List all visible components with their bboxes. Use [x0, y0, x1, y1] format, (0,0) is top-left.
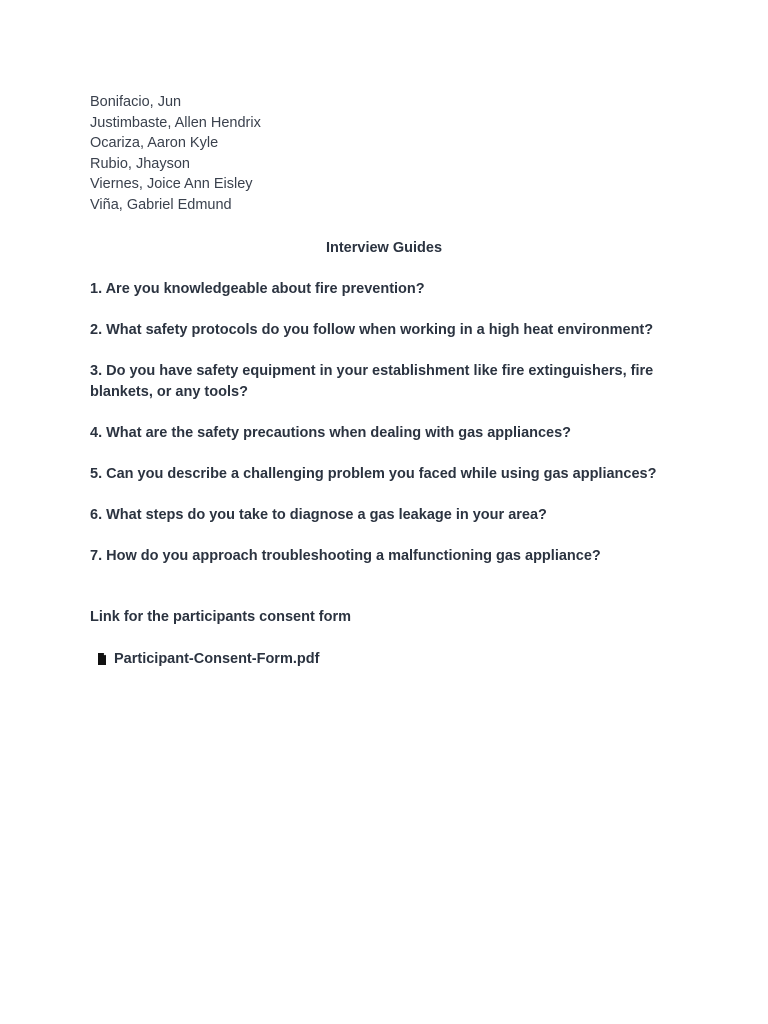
- question-list: [90, 279, 690, 567]
- attachment-file-name[interactable]: Participant-Consent-Form.pdf: [114, 650, 320, 667]
- consent-form-label: Link for the participants consent form: [90, 608, 352, 625]
- question-item: 6. What steps do you take to diagnose a gas leakage in your area?: [90, 507, 547, 524]
- question-item: 1. Are you knowledgeable about fire prevention?: [90, 280, 425, 297]
- question-item: 7. How do you approach troubleshooting a malfunctioning gas appliance?: [90, 548, 601, 565]
- question-item: 3. Do you have safety equipment in your establishment like fire extinguishers, fire blankets, or any tools?: [90, 362, 654, 400]
- document-page: [90, 92, 690, 669]
- consent-form-attachment-link[interactable]: [90, 649, 690, 669]
- author-name: Bonifacio, Jun: [90, 94, 182, 110]
- file-icon: [95, 652, 109, 666]
- question-item: 5. Can you describe a challenging problem you faced while using gas appliances?: [90, 465, 657, 482]
- interview-guides-heading: Interview Guides: [325, 239, 443, 256]
- author-name: Ocariza, Aaron Kyle: [90, 135, 219, 152]
- question-item: 2. What safety protocols do you follow when working in a high heat environment?: [90, 321, 654, 338]
- author-list: [90, 92, 690, 216]
- author-name: Viernes, Joice Ann Eisley: [90, 176, 253, 193]
- author-name: Viña, Gabriel Edmund: [90, 196, 232, 213]
- question-item: 4. What are the safety precautions when dealing with gas appliances?: [90, 424, 572, 441]
- author-name: Rubio, Jhayson: [90, 155, 190, 172]
- author-name: Justimbaste, Allen Hendrix: [90, 114, 261, 131]
